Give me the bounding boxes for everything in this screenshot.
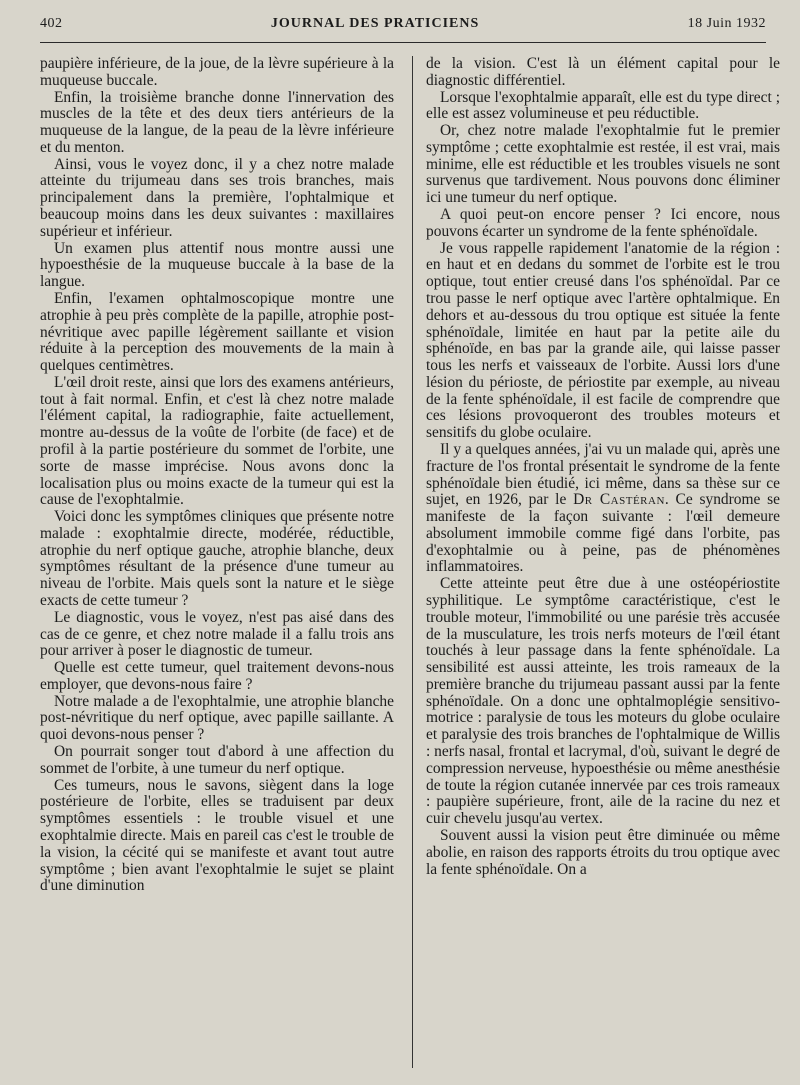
paragraph-text: Il y a quelques années, j'ai vu un malade qui, après une fracture de l'os frontal présentait le syndrome de la fente sphénoïdale bien étudié, ici même, dans sa thèse sur ce sujet, en 1926, par le	[426, 440, 780, 509]
paragraph: Le diagnostic, vous le voyez, n'est pas aisé dans des cas de ce genre, et chez notre malade il a fallu trois ans pour arriver à poser le diagnostic de tumeur.	[40, 608, 394, 660]
paragraph: Souvent aussi la vision peut être diminuée ou même abolie, en raison des rapports étroits du trou optique avec la fente sphénoïdale. On a	[426, 826, 780, 878]
paragraph: Un examen plus attentif nous montre aussi une hypoesthésie de la muqueuse buccale à la base de la langue.	[40, 239, 394, 291]
paragraph: Quelle est cette tumeur, quel traitement devons-nous employer, que devons-nous faire ?	[40, 659, 394, 693]
paragraph: Enfin, l'examen ophtalmoscopique montre une atrophie à peu près complète de la papille, atrophie post-névritique avec papille légèrement saillante et vision réduite à la perception des mouvements de la main à quelques centimètres.	[40, 289, 394, 375]
paragraph: A quoi peut-on encore penser ? Ici encore, nous pouvons écarter un syndrome de la fente sphénoïdale.	[426, 206, 780, 240]
right-column	[426, 56, 780, 895]
paragraph: Or, chez notre malade l'exophtalmie fut le premier symptôme ; cette exophtalmie est restée, il est vrai, mais minime, elle est réductible et les troubles visuels ne sont survenus que tardivement. Nous pouvons donc éliminer ici une tumeur du nerf optique.	[426, 122, 780, 207]
page-number: 402	[40, 16, 63, 31]
left-column	[40, 56, 394, 895]
issue-date: 18 Juin 1932	[687, 16, 766, 31]
paragraph	[426, 442, 780, 576]
paragraph: Enfin, la troisième branche donne l'innervation des muscles de la tête et des deux tiers antérieurs de la muqueuse de la langue, de la peau de la lèvre inférieure et du menton.	[40, 88, 394, 156]
paragraph: Ainsi, vous le voyez donc, il y a chez notre malade atteinte du trijumeau dans ses trois branches, mais principalement dans la première, l'ophtalmique et beaucoup moins dans les deux suivantes : maxillaires supérieur et inférieur.	[40, 155, 394, 240]
paragraph: L'œil droit reste, ainsi que lors des examens antérieurs, tout à fait normal. Enfin, et c'est là chez notre malade l'élément capital, la radiographie, faite actuellement, montre au-dessus de la voûte de l'orbite (de face) et de profil à la partie postérieure du sommet de l'orbite, une sorte de masse imprécise. Nous avons donc la localisation plus ou moins exacte de la tumeur qui est la cause de l'exophtalmie.	[40, 373, 394, 509]
author-name: Dr Castéran	[573, 491, 665, 509]
text-columns	[40, 56, 780, 895]
paragraph: de la vision. C'est là un élément capital pour le diagnostic différentiel.	[426, 55, 780, 89]
journal-title: JOURNAL DES PRATICIENS	[270, 16, 480, 31]
paragraph-text: . Ce syndrome se manifeste de la façon suivante : l'œil demeure absolument immobile comme figé dans l'orbite, pas d'exophtalmie ou à peine, pas de phénomènes inflammatoires.	[426, 491, 780, 576]
paragraph: On pourrait songer tout d'abord à une affection du sommet de l'orbite, à une tumeur du nerf optique.	[40, 743, 394, 777]
paragraph: Cette atteinte peut être due à une ostéopériostite syphilitique. Le symptôme caractéristique, c'est le trouble moteur, l'immobilité ou une parésie très accusée de la musculature, les trois nerfs moteurs de l'œil étant touchés à leur passage dans la fente sphénoïdale. La sensibilité est aussi atteinte, les trois rameaux de la première branche du trijumeau passant aussi par la fente sphénoïdale. On a donc une ophtalmoplégie sensitivo-motrice : paralysie de tous les moteurs du globe oculaire et paralysie des trois branches de l'ophtalmique de Willis : nerfs nasal, frontal et lacrymal, d'où, suivant le degré de compression nerveuse, hypoesthésie ou même anesthésie de toute la région cutanée innervée par ces trois rameaux : paupière supérieure, front, aile de la racine du nez et cuir chevelu jusqu'au vertex.	[426, 575, 780, 828]
running-header	[40, 16, 766, 43]
paragraph: Ces tumeurs, nous le savons, siègent dans la loge postérieure de l'orbite, elles se traduisent par deux symptômes essentiels : le trouble visuel et une exophtalmie directe. Mais en pareil cas c'est le trouble de la vision, la cécité qui se manifeste et avant tout autre symptôme ; bien avant l'exophtalmie le sujet se plaint d'une diminution	[40, 776, 394, 895]
paragraph: Je vous rappelle rapidement l'anatomie de la région : en haut et en dedans du sommet de l'orbite est le trou optique, tout entier creusé dans l'os sphénoïdal. Par ce trou passe le nerf optique avec l'artère ophtalmique. En dehors et au-dessous du trou optique est située la fente sphénoïdale, limitée en haut par la petite aile du sphénoïde, en bas par la grande aile, qui laisse passer tous les nerfs et vaisseaux de l'orbite. Aussi lors d'une lésion du périoste, de périostite par exemple, au niveau de la fente sphénoïdale, il est facile de comprendre que ces lésions provoqueront des troubles moteurs et sensitifs du globe oculaire.	[426, 239, 780, 442]
paragraph: Voici donc les symptômes cliniques que présente notre malade : exophtalmie directe, modérée, réductible, atrophie du nerf optique gauche, atrophie blanche, deux symptômes résultant de la présence d'une tumeur au niveau de l'orbite. Mais quels sont la nature et le siège exacts de cette tumeur ?	[40, 508, 394, 609]
paragraph: Lorsque l'exophtalmie apparaît, elle est du type direct ; elle est assez volumineuse et peu réductible.	[426, 88, 780, 123]
paragraph: paupière inférieure, de la joue, de la lèvre supérieure à la muqueuse buccale.	[40, 55, 394, 89]
paragraph: Notre malade a de l'exophtalmie, une atrophie blanche post-névritique du nerf optique, avec papille saillante. A quoi devons-nous penser ?	[40, 692, 394, 744]
